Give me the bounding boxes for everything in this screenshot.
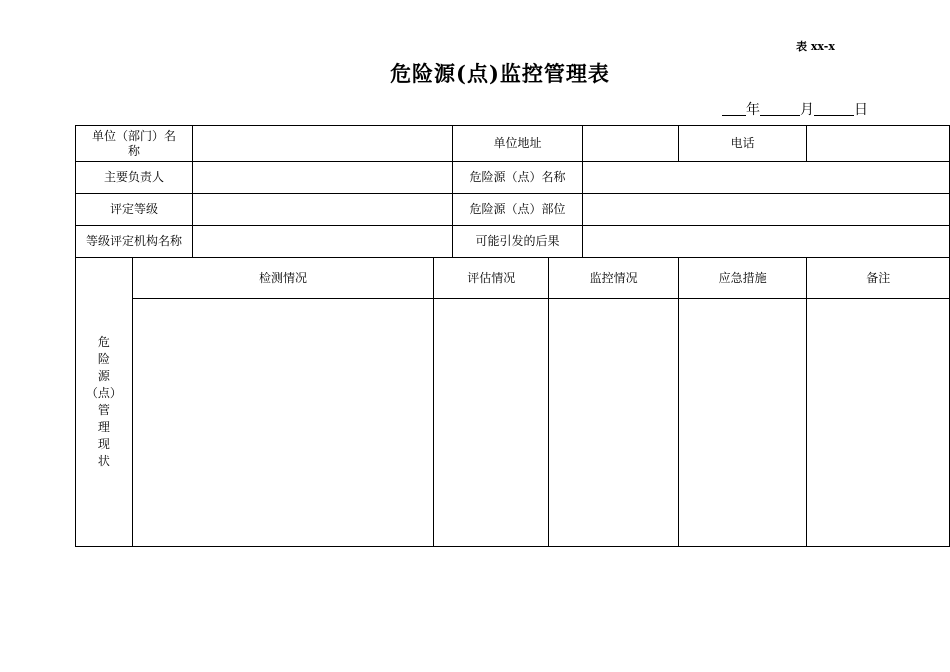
vertical-label-char: 现 bbox=[97, 437, 110, 451]
detection-column-header: 检测情况 bbox=[132, 258, 433, 299]
hazard-monitoring-table bbox=[75, 125, 950, 547]
hazard-name-label: 危险源（点）名称 bbox=[453, 162, 583, 194]
remarks-cell[interactable] bbox=[807, 299, 950, 547]
consequences-value[interactable] bbox=[582, 226, 949, 258]
monitoring-cell[interactable] bbox=[549, 299, 679, 547]
vertical-label-char: （点） bbox=[85, 386, 122, 400]
hazard-location-value[interactable] bbox=[582, 194, 949, 226]
unit-address-label: 单位地址 bbox=[453, 126, 583, 162]
day-blank[interactable] bbox=[814, 102, 854, 116]
person-in-charge-label: 主要负责人 bbox=[76, 162, 193, 194]
detection-cell[interactable] bbox=[132, 299, 433, 547]
form-code: 表 xx-x bbox=[796, 40, 835, 53]
emergency-measures-cell[interactable] bbox=[678, 299, 807, 547]
person-in-charge-value[interactable] bbox=[193, 162, 453, 194]
assessment-column-header: 评估情况 bbox=[434, 258, 549, 299]
vertical-label-char: 管 bbox=[97, 403, 110, 417]
remarks-column-header: 备注 bbox=[807, 258, 950, 299]
vertical-label-char: 危 bbox=[97, 335, 110, 349]
hazard-location-label: 危险源（点）部位 bbox=[453, 194, 583, 226]
month-label: 月 bbox=[800, 102, 814, 118]
unit-name-value[interactable] bbox=[193, 126, 453, 162]
emergency-measures-column-header: 应急措施 bbox=[678, 258, 807, 299]
rating-agency-value[interactable] bbox=[193, 226, 453, 258]
year-blank[interactable] bbox=[722, 102, 746, 116]
rating-level-label: 评定等级 bbox=[76, 194, 193, 226]
date-line bbox=[722, 99, 868, 119]
consequences-label: 可能引发的后果 bbox=[453, 226, 583, 258]
hazard-name-value[interactable] bbox=[582, 162, 949, 194]
unit-name-label-line2: 称 bbox=[128, 143, 141, 158]
vertical-label-char: 险 bbox=[97, 352, 110, 366]
rating-agency-label: 等级评定机构名称 bbox=[76, 226, 193, 258]
page-title: 危险源(点)监控管理表 bbox=[390, 61, 610, 86]
month-blank[interactable] bbox=[760, 102, 800, 116]
vertical-label-char: 源 bbox=[97, 369, 110, 383]
year-label: 年 bbox=[746, 102, 760, 118]
vertical-label-char: 状 bbox=[97, 454, 110, 468]
management-status-label bbox=[76, 258, 133, 547]
vertical-label-char: 理 bbox=[97, 420, 110, 434]
day-label: 日 bbox=[854, 102, 868, 118]
unit-name-label bbox=[76, 126, 193, 162]
assessment-cell[interactable] bbox=[434, 299, 549, 547]
unit-address-value[interactable] bbox=[582, 126, 678, 162]
monitoring-column-header: 监控情况 bbox=[549, 258, 679, 299]
unit-name-label-line1: 单位（部门）名 bbox=[92, 128, 177, 143]
phone-value[interactable] bbox=[807, 126, 950, 162]
rating-level-value[interactable] bbox=[193, 194, 453, 226]
phone-label: 电话 bbox=[678, 126, 807, 162]
